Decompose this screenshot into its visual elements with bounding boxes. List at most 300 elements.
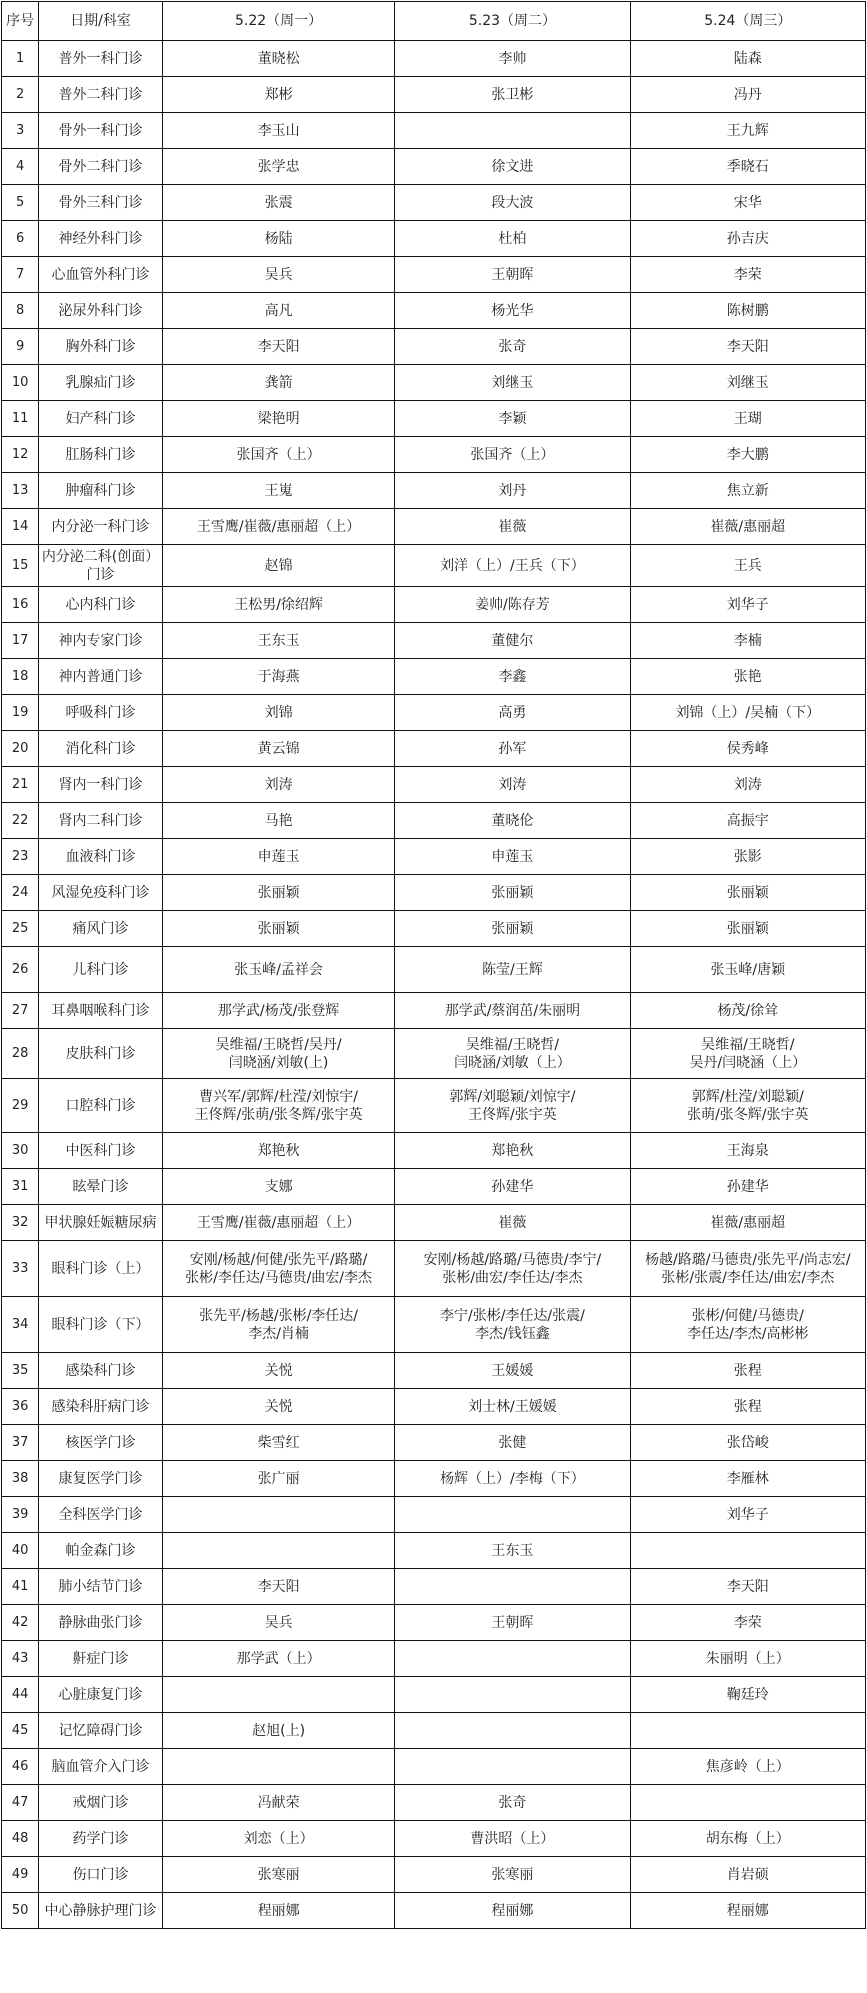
table-row: [2, 1297, 866, 1353]
row-index-cell: 18: [2, 659, 39, 695]
row-index-cell: 1: [2, 41, 39, 77]
day-1-cell: [162, 1497, 394, 1533]
row-index-cell: 29: [2, 1079, 39, 1133]
day-3-cell: 王九辉: [630, 113, 865, 149]
row-index-cell: 12: [2, 437, 39, 473]
day-1-cell: 吴兵: [162, 257, 394, 293]
row-index-cell: 4: [2, 149, 39, 185]
department-cell: 肾内一科门诊: [39, 767, 163, 803]
day-1-cell: 李玉山: [162, 113, 394, 149]
day-1-cell: 张学忠: [162, 149, 394, 185]
department-cell: 药学门诊: [39, 1821, 163, 1857]
department-cell: 痛风门诊: [39, 911, 163, 947]
department-cell: 肛肠科门诊: [39, 437, 163, 473]
day-1-cell: [162, 1533, 394, 1569]
day-2-cell: 王朝晖: [395, 257, 630, 293]
department-cell: 戒烟门诊: [39, 1785, 163, 1821]
table-row: [2, 365, 866, 401]
department-cell: 中心静脉护理门诊: [39, 1893, 163, 1929]
department-cell: 风湿免疫科门诊: [39, 875, 163, 911]
table-row: [2, 41, 866, 77]
day-1-cell: 冯献荣: [162, 1785, 394, 1821]
day-3-cell: 李大鹏: [630, 437, 865, 473]
table-row: [2, 185, 866, 221]
day-2-cell: 张健: [395, 1425, 630, 1461]
department-cell: 鼾症门诊: [39, 1641, 163, 1677]
department-cell: 骨外一科门诊: [39, 113, 163, 149]
department-cell: 心血管外科门诊: [39, 257, 163, 293]
row-index-cell: 15: [2, 545, 39, 587]
day-1-cell: 郑艳秋: [162, 1133, 394, 1169]
day-3-cell: 高振宇: [630, 803, 865, 839]
day-3-cell: [630, 1785, 865, 1821]
day-1-cell: 关悦: [162, 1389, 394, 1425]
row-index-cell: 41: [2, 1569, 39, 1605]
day-1-cell: 高凡: [162, 293, 394, 329]
department-cell: 记忆障碍门诊: [39, 1713, 163, 1749]
day-3-cell: 刘华子: [630, 587, 865, 623]
department-cell: 儿科门诊: [39, 947, 163, 993]
day-2-cell: [395, 1497, 630, 1533]
day-2-cell: 崔薇: [395, 509, 630, 545]
table-row: [2, 1857, 866, 1893]
day-2-cell: 刘士林/王媛媛: [395, 1389, 630, 1425]
header-cell-day-3: 5.24（周三）: [630, 2, 865, 41]
department-cell: 神内专家门诊: [39, 623, 163, 659]
day-2-cell: [395, 1677, 630, 1713]
row-index-cell: 3: [2, 113, 39, 149]
day-2-cell: 曹洪昭（上）: [395, 1821, 630, 1857]
day-1-cell: 张先平/杨越/张彬/李任达/ 李杰/肖楠: [162, 1297, 394, 1353]
day-1-cell: 王雪鹰/崔薇/惠丽超（上）: [162, 1205, 394, 1241]
row-index-cell: 23: [2, 839, 39, 875]
table-row: [2, 1169, 866, 1205]
day-3-cell: 张丽颖: [630, 875, 865, 911]
day-2-cell: 刘继玉: [395, 365, 630, 401]
day-1-cell: [162, 1677, 394, 1713]
department-cell: 眩晕门诊: [39, 1169, 163, 1205]
department-cell: 胸外科门诊: [39, 329, 163, 365]
day-1-cell: 刘涛: [162, 767, 394, 803]
department-cell: 神内普通门诊: [39, 659, 163, 695]
table-row: [2, 1677, 866, 1713]
day-3-cell: 张程: [630, 1389, 865, 1425]
row-index-cell: 32: [2, 1205, 39, 1241]
day-3-cell: 焦彦岭（上）: [630, 1749, 865, 1785]
day-1-cell: 张震: [162, 185, 394, 221]
row-index-cell: 2: [2, 77, 39, 113]
day-3-cell: 刘涛: [630, 767, 865, 803]
day-3-cell: 李荣: [630, 257, 865, 293]
row-index-cell: 6: [2, 221, 39, 257]
table-row: [2, 1533, 866, 1569]
day-2-cell: 杨辉（上）/李梅（下）: [395, 1461, 630, 1497]
department-cell: 血液科门诊: [39, 839, 163, 875]
department-cell: 耳鼻咽喉科门诊: [39, 993, 163, 1029]
day-1-cell: 王松男/徐绍辉: [162, 587, 394, 623]
row-index-cell: 26: [2, 947, 39, 993]
row-index-cell: 24: [2, 875, 39, 911]
day-2-cell: 王东玉: [395, 1533, 630, 1569]
table-row: [2, 257, 866, 293]
department-cell: 肺小结节门诊: [39, 1569, 163, 1605]
department-cell: 感染科门诊: [39, 1353, 163, 1389]
day-2-cell: 陈莹/王辉: [395, 947, 630, 993]
row-index-cell: 5: [2, 185, 39, 221]
row-index-cell: 46: [2, 1749, 39, 1785]
day-2-cell: 张卫彬: [395, 77, 630, 113]
day-1-cell: 吴维福/王晓哲/吴丹/ 闫晓涵/刘敏(上): [162, 1029, 394, 1079]
table-row: [2, 1641, 866, 1677]
day-1-cell: 赵锦: [162, 545, 394, 587]
table-row: [2, 1079, 866, 1133]
day-2-cell: 李鑫: [395, 659, 630, 695]
day-2-cell: 张丽颖: [395, 911, 630, 947]
day-3-cell: 李天阳: [630, 1569, 865, 1605]
table-row: [2, 1893, 866, 1929]
day-3-cell: 程丽娜: [630, 1893, 865, 1929]
day-3-cell: 崔薇/惠丽超: [630, 509, 865, 545]
row-index-cell: 33: [2, 1241, 39, 1297]
table-row: [2, 1389, 866, 1425]
department-cell: 帕金森门诊: [39, 1533, 163, 1569]
row-index-cell: 45: [2, 1713, 39, 1749]
day-2-cell: 张奇: [395, 1785, 630, 1821]
day-3-cell: 李雁林: [630, 1461, 865, 1497]
department-cell: 静脉曲张门诊: [39, 1605, 163, 1641]
row-index-cell: 34: [2, 1297, 39, 1353]
day-2-cell: 那学武/蔡润茁/朱丽明: [395, 993, 630, 1029]
day-1-cell: 关悦: [162, 1353, 394, 1389]
day-2-cell: 李帅: [395, 41, 630, 77]
header-cell-day-1: 5.22（周一）: [162, 2, 394, 41]
table-row: [2, 1205, 866, 1241]
department-cell: 妇产科门诊: [39, 401, 163, 437]
header-cell-index: 序号: [2, 2, 39, 41]
header-row: [2, 2, 866, 41]
day-3-cell: 王海泉: [630, 1133, 865, 1169]
day-1-cell: 杨陆: [162, 221, 394, 257]
day-2-cell: 郑艳秋: [395, 1133, 630, 1169]
table-row: [2, 1241, 866, 1297]
day-1-cell: 郑彬: [162, 77, 394, 113]
row-index-cell: 10: [2, 365, 39, 401]
day-1-cell: 王嵬: [162, 473, 394, 509]
row-index-cell: 42: [2, 1605, 39, 1641]
row-index-cell: 22: [2, 803, 39, 839]
table-row: [2, 1461, 866, 1497]
day-2-cell: 董晓伦: [395, 803, 630, 839]
day-2-cell: 孙建华: [395, 1169, 630, 1205]
department-cell: 心脏康复门诊: [39, 1677, 163, 1713]
table-row: [2, 437, 866, 473]
row-index-cell: 14: [2, 509, 39, 545]
table-row: [2, 803, 866, 839]
row-index-cell: 13: [2, 473, 39, 509]
table-row: [2, 329, 866, 365]
table-row: [2, 149, 866, 185]
day-3-cell: [630, 1533, 865, 1569]
row-index-cell: 39: [2, 1497, 39, 1533]
day-3-cell: 李楠: [630, 623, 865, 659]
table-row: [2, 473, 866, 509]
table-row: [2, 623, 866, 659]
day-2-cell: 王朝晖: [395, 1605, 630, 1641]
day-3-cell: 刘锦（上）/吴楠（下）: [630, 695, 865, 731]
department-cell: 眼科门诊（上）: [39, 1241, 163, 1297]
row-index-cell: 19: [2, 695, 39, 731]
day-2-cell: [395, 1641, 630, 1677]
table-row: [2, 1749, 866, 1785]
day-3-cell: 孙吉庆: [630, 221, 865, 257]
day-1-cell: 程丽娜: [162, 1893, 394, 1929]
day-2-cell: 姜帅/陈存芳: [395, 587, 630, 623]
day-3-cell: 孙建华: [630, 1169, 865, 1205]
day-1-cell: 董晓松: [162, 41, 394, 77]
department-cell: 内分泌一科门诊: [39, 509, 163, 545]
day-3-cell: 肖岩硕: [630, 1857, 865, 1893]
department-cell: 伤口门诊: [39, 1857, 163, 1893]
day-2-cell: 安刚/杨越/路璐/马德贵/李宁/ 张彬/曲宏/李任达/李杰: [395, 1241, 630, 1297]
row-index-cell: 25: [2, 911, 39, 947]
department-cell: 呼吸科门诊: [39, 695, 163, 731]
day-2-cell: [395, 1569, 630, 1605]
row-index-cell: 21: [2, 767, 39, 803]
row-index-cell: 49: [2, 1857, 39, 1893]
day-2-cell: 李颖: [395, 401, 630, 437]
day-1-cell: 张国齐（上）: [162, 437, 394, 473]
day-3-cell: 王瑚: [630, 401, 865, 437]
department-cell: 核医学门诊: [39, 1425, 163, 1461]
department-cell: 中医科门诊: [39, 1133, 163, 1169]
department-cell: 心内科门诊: [39, 587, 163, 623]
day-3-cell: 张彬/何健/马德贵/ 李任达/李杰/高彬彬: [630, 1297, 865, 1353]
day-3-cell: 宋华: [630, 185, 865, 221]
department-cell: 神经外科门诊: [39, 221, 163, 257]
day-2-cell: [395, 1749, 630, 1785]
table-row: [2, 1425, 866, 1461]
day-3-cell: 李荣: [630, 1605, 865, 1641]
row-index-cell: 11: [2, 401, 39, 437]
day-2-cell: 吴维福/王晓哲/ 闫晓涵/刘敏（上）: [395, 1029, 630, 1079]
day-1-cell: 龚箭: [162, 365, 394, 401]
day-1-cell: 张丽颖: [162, 911, 394, 947]
table-row: [2, 545, 866, 587]
department-cell: 甲状腺妊娠糖尿病: [39, 1205, 163, 1241]
day-1-cell: 于海燕: [162, 659, 394, 695]
department-cell: 口腔科门诊: [39, 1079, 163, 1133]
day-2-cell: 杜柏: [395, 221, 630, 257]
day-3-cell: 鞠廷玲: [630, 1677, 865, 1713]
day-2-cell: 程丽娜: [395, 1893, 630, 1929]
day-1-cell: 曹兴军/郭辉/杜滢/刘惊宇/ 王佟辉/张萌/张冬辉/张宇英: [162, 1079, 394, 1133]
row-index-cell: 7: [2, 257, 39, 293]
day-1-cell: 支娜: [162, 1169, 394, 1205]
row-index-cell: 47: [2, 1785, 39, 1821]
day-2-cell: 段大波: [395, 185, 630, 221]
day-1-cell: 那学武（上）: [162, 1641, 394, 1677]
day-3-cell: 张艳: [630, 659, 865, 695]
day-2-cell: [395, 1713, 630, 1749]
day-3-cell: 朱丽明（上）: [630, 1641, 865, 1677]
day-1-cell: 刘恋（上）: [162, 1821, 394, 1857]
day-1-cell: 张广丽: [162, 1461, 394, 1497]
table-row: [2, 293, 866, 329]
row-index-cell: 9: [2, 329, 39, 365]
row-index-cell: 48: [2, 1821, 39, 1857]
day-1-cell: 张寒丽: [162, 1857, 394, 1893]
department-cell: 乳腺疝门诊: [39, 365, 163, 401]
day-3-cell: 杨茂/徐耸: [630, 993, 865, 1029]
day-1-cell: 申莲玉: [162, 839, 394, 875]
row-index-cell: 8: [2, 293, 39, 329]
day-2-cell: 郭辉/刘聪颖/刘惊宇/ 王佟辉/张宇英: [395, 1079, 630, 1133]
row-index-cell: 28: [2, 1029, 39, 1079]
day-1-cell: 黄云锦: [162, 731, 394, 767]
table-row: [2, 1353, 866, 1389]
day-3-cell: 张岱峻: [630, 1425, 865, 1461]
day-1-cell: 王东玉: [162, 623, 394, 659]
day-3-cell: 李天阳: [630, 329, 865, 365]
day-1-cell: 马艳: [162, 803, 394, 839]
row-index-cell: 40: [2, 1533, 39, 1569]
day-1-cell: 那学武/杨茂/张登辉: [162, 993, 394, 1029]
table-row: [2, 221, 866, 257]
table-row: [2, 767, 866, 803]
day-1-cell: 张丽颖: [162, 875, 394, 911]
day-2-cell: 刘洋（上）/王兵（下）: [395, 545, 630, 587]
table-row: [2, 1821, 866, 1857]
day-2-cell: 张丽颖: [395, 875, 630, 911]
table-row: [2, 1133, 866, 1169]
day-3-cell: 郭辉/杜滢/刘聪颖/ 张萌/张冬辉/张宇英: [630, 1079, 865, 1133]
department-cell: 康复医学门诊: [39, 1461, 163, 1497]
row-index-cell: 31: [2, 1169, 39, 1205]
day-3-cell: 刘继玉: [630, 365, 865, 401]
table-row: [2, 113, 866, 149]
table-row: [2, 1497, 866, 1533]
schedule-table: [1, 1, 866, 1929]
department-cell: 肾内二科门诊: [39, 803, 163, 839]
table-row: [2, 993, 866, 1029]
department-cell: 普外一科门诊: [39, 41, 163, 77]
row-index-cell: 30: [2, 1133, 39, 1169]
day-1-cell: 刘锦: [162, 695, 394, 731]
day-3-cell: 王兵: [630, 545, 865, 587]
day-2-cell: [395, 113, 630, 149]
row-index-cell: 44: [2, 1677, 39, 1713]
table-row: [2, 587, 866, 623]
row-index-cell: 27: [2, 993, 39, 1029]
day-1-cell: 李天阳: [162, 329, 394, 365]
day-2-cell: 刘涛: [395, 767, 630, 803]
day-3-cell: 杨越/路璐/马德贵/张先平/尚志宏/ 张彬/张震/李任达/曲宏/李杰: [630, 1241, 865, 1297]
row-index-cell: 16: [2, 587, 39, 623]
day-2-cell: 张奇: [395, 329, 630, 365]
department-cell: 内分泌二科(创面）门诊: [39, 545, 163, 587]
day-1-cell: 李天阳: [162, 1569, 394, 1605]
row-index-cell: 38: [2, 1461, 39, 1497]
day-3-cell: 侯秀峰: [630, 731, 865, 767]
department-cell: 眼科门诊（下）: [39, 1297, 163, 1353]
table-row: [2, 659, 866, 695]
day-2-cell: 崔薇: [395, 1205, 630, 1241]
day-3-cell: 刘华子: [630, 1497, 865, 1533]
department-cell: 骨外三科门诊: [39, 185, 163, 221]
day-1-cell: [162, 1749, 394, 1785]
day-3-cell: 张程: [630, 1353, 865, 1389]
table-row: [2, 695, 866, 731]
department-cell: 脑血管介入门诊: [39, 1749, 163, 1785]
day-3-cell: 张丽颖: [630, 911, 865, 947]
day-1-cell: 王雪鹰/崔薇/惠丽超（上）: [162, 509, 394, 545]
day-3-cell: 张影: [630, 839, 865, 875]
day-2-cell: 董健尔: [395, 623, 630, 659]
department-cell: 感染科肝病门诊: [39, 1389, 163, 1425]
department-cell: 肿瘤科门诊: [39, 473, 163, 509]
row-index-cell: 20: [2, 731, 39, 767]
table-row: [2, 1029, 866, 1079]
day-2-cell: 张寒丽: [395, 1857, 630, 1893]
header-cell-department: 日期/科室: [39, 2, 163, 41]
table-row: [2, 509, 866, 545]
day-3-cell: 吴维福/王晓哲/ 吴丹/闫晓涵（上）: [630, 1029, 865, 1079]
day-3-cell: 焦立新: [630, 473, 865, 509]
table-row: [2, 1785, 866, 1821]
day-3-cell: 崔薇/惠丽超: [630, 1205, 865, 1241]
row-index-cell: 37: [2, 1425, 39, 1461]
day-1-cell: 梁艳明: [162, 401, 394, 437]
day-2-cell: 张国齐（上）: [395, 437, 630, 473]
day-1-cell: 张玉峰/孟祥会: [162, 947, 394, 993]
day-1-cell: 吴兵: [162, 1605, 394, 1641]
day-2-cell: 刘丹: [395, 473, 630, 509]
day-3-cell: 胡东梅（上）: [630, 1821, 865, 1857]
table-row: [2, 1605, 866, 1641]
day-2-cell: 申莲玉: [395, 839, 630, 875]
department-cell: 全科医学门诊: [39, 1497, 163, 1533]
day-1-cell: 柴雪红: [162, 1425, 394, 1461]
day-2-cell: 杨光华: [395, 293, 630, 329]
table-row: [2, 1713, 866, 1749]
day-1-cell: 安刚/杨越/何健/张先平/路璐/ 张彬/李任达/马德贵/曲宏/李杰: [162, 1241, 394, 1297]
row-index-cell: 36: [2, 1389, 39, 1425]
day-2-cell: 徐文进: [395, 149, 630, 185]
day-2-cell: 李宁/张彬/李任达/张震/ 李杰/钱钰鑫: [395, 1297, 630, 1353]
day-3-cell: 陈树鹏: [630, 293, 865, 329]
day-2-cell: 孙军: [395, 731, 630, 767]
day-3-cell: [630, 1713, 865, 1749]
department-cell: 消化科门诊: [39, 731, 163, 767]
day-2-cell: 王媛媛: [395, 1353, 630, 1389]
department-cell: 骨外二科门诊: [39, 149, 163, 185]
table-row: [2, 947, 866, 993]
day-3-cell: 张玉峰/唐颖: [630, 947, 865, 993]
day-1-cell: 赵旭(上): [162, 1713, 394, 1749]
row-index-cell: 35: [2, 1353, 39, 1389]
department-cell: 皮肤科门诊: [39, 1029, 163, 1079]
day-3-cell: 季晓石: [630, 149, 865, 185]
table-row: [2, 401, 866, 437]
row-index-cell: 43: [2, 1641, 39, 1677]
day-3-cell: 冯丹: [630, 77, 865, 113]
table-row: [2, 1569, 866, 1605]
table-row: [2, 875, 866, 911]
department-cell: 泌尿外科门诊: [39, 293, 163, 329]
department-cell: 普外二科门诊: [39, 77, 163, 113]
table-row: [2, 731, 866, 767]
table-row: [2, 77, 866, 113]
